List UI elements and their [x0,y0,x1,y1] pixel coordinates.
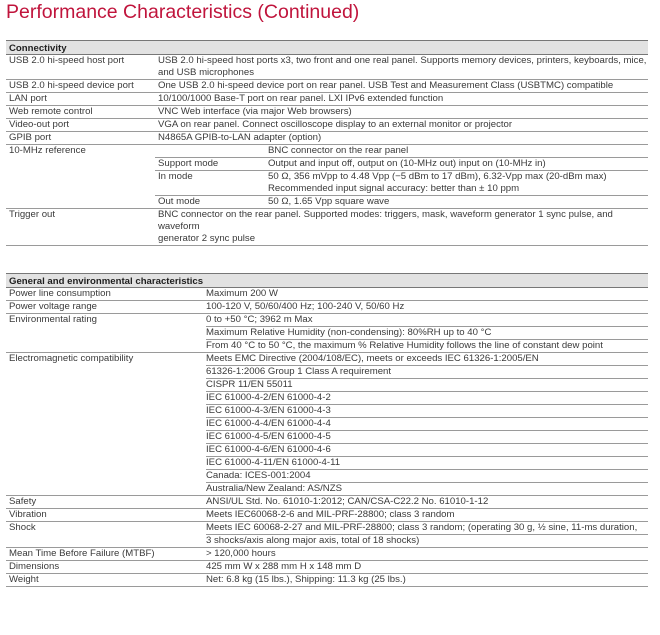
sub-label: In mode [158,171,193,182]
value-line: From 40 °C to 50 °C, the maximum % Relative Humidity follows the line of constant dew point [206,340,603,351]
value-line: Maximum Relative Humidity (non-condensing): 80%RH up to 40 °C [206,327,648,340]
row-value [155,55,648,79]
environment-heading: General and environmental characteristics [6,273,648,288]
value-line: Meets IEC60068-2-6 and MIL-PRF-28800; class 3 random [206,509,455,520]
row-value [203,561,648,573]
table-row [6,561,648,574]
value-line: IEC 61000-4-6/EN 61000-4-6 [206,444,648,457]
value-line: IEC 61000-4-4/EN 61000-4-4 [206,418,648,431]
row-value [203,288,648,300]
table-row [6,93,648,106]
row-label: Safety [9,496,37,507]
value-line: Recommended input signal accuracy: better than ± 10 ppm [268,183,520,194]
table-row [6,209,648,246]
table-row [6,119,648,132]
table-row [6,288,648,301]
row-label: GPIB port [9,132,52,143]
value-line: 0 to +50 °C; 3962 m Max [206,314,648,327]
value-line: BNC connector on the rear panel. Supported modes: triggers, mask, waveform generator 1 sync pulse, and waveform [158,209,613,232]
row-value [155,106,648,118]
row-label: 10-MHz reference [9,145,86,156]
row-label: LAN port [9,93,47,104]
value-line: Meets IEC 60068-2-27 and MIL-PRF-28800; class 3 random; (operating 30 g, ½ sine, 11-ms duration, [206,522,648,535]
row-label: Mean Time Before Failure (MTBF) [9,548,155,559]
table-row [6,80,648,93]
row-label: Vibration [9,509,47,520]
table-row [6,106,648,119]
row-value [155,80,648,92]
row-value [155,209,648,245]
table-row [6,314,648,353]
value-line: Net: 6.8 kg (15 lbs.), Shipping: 11.3 kg (25 lbs.) [206,574,406,585]
value-line: and USB microphones [158,67,254,78]
table-row [6,55,648,80]
sub-value: BNC connector on the rear panel [268,145,409,156]
value-line: ANSI/UL Std. No. 61010-1:2012; CAN/CSA-C22.2 No. 61010-1-12 [206,496,489,507]
table-row [6,548,648,561]
row-label: Power line consumption [9,288,111,299]
value-line: 50 Ω, 356 mVpp to 4.48 Vpp (−5 dBm to 17 dBm), 6.32-Vpp max (20-dBm max) [268,171,607,182]
table-row [6,132,648,145]
row-label: Trigger out [9,209,56,220]
row-label: Video-out port [9,119,70,130]
row-value [203,574,648,586]
value-line: 3 shocks/axis along major axis, total of 18 shocks) [206,535,420,546]
page-title: Performance Characteristics (Continued) [6,1,360,23]
row-value [203,509,648,521]
row-label: Power voltage range [9,301,97,312]
row-value [203,522,648,547]
value-line: USB 2.0 hi-speed host ports x3, two front and one real panel. Supports memory devices, printers, keyboards, mice, [158,55,647,66]
value-line: VNC Web interface (via major Web browsers) [158,106,352,117]
row-label: Environmental rating [9,314,97,325]
table-row [6,574,648,587]
sub-row [155,158,648,171]
environment-table [6,273,648,587]
row-value [203,301,648,313]
value-line: Australia/New Zealand: AS/NZS [206,483,342,494]
value-line: Output and input off, output on (10-MHz out) input on (10-MHz in) [268,158,546,169]
value-line: IEC 61000-4-5/EN 61000-4-5 [206,431,648,444]
sub-row [155,171,648,196]
value-line: One USB 2.0 hi-speed device port on rear panel. USB Test and Measurement Class (USBTMC) compatible [158,80,614,91]
sub-value [265,196,648,208]
value-line: Canada: ICES-001:2004 [206,470,648,483]
value-line: 10/100/1000 Base-T port on rear panel. LXI IPv6 extended function [158,93,444,104]
row-value [203,548,648,560]
sub-label: Support mode [158,158,219,169]
connectivity-table [6,40,648,246]
value-line: Meets EMC Directive (2004/108/EC), meets or exceeds IEC 61326-1:2005/EN [206,353,648,366]
sub-label [155,145,265,157]
value-line: 61326-1:2006 Group 1 Class A requirement [206,366,648,379]
value-line: generator 2 sync pulse [158,233,256,244]
value-line: CISPR 11/EN 55011 [206,379,648,392]
value-line: 50 Ω, 1.65 Vpp square wave [268,196,390,207]
row-value [203,496,648,508]
row-label: Electromagnetic compatibility [9,353,134,364]
sub-value [265,171,648,195]
value-line: IEC 61000-4-2/EN 61000-4-2 [206,392,648,405]
sub-value [265,158,648,170]
row-label: Shock [9,522,36,533]
row-value [155,119,648,131]
row-value [155,93,648,105]
row-label: Web remote control [9,106,93,117]
row-value [155,132,648,144]
value-line: 425 mm W x 288 mm H x 148 mm D [206,561,362,572]
value-line: IEC 61000-4-3/EN 61000-4-3 [206,405,648,418]
value-line: VGA on rear panel. Connect oscilloscope display to an external monitor or projector [158,119,513,130]
table-row [6,145,648,209]
value-line: 100-120 V, 50/60/400 Hz; 100-240 V, 50/60 Hz [206,301,405,312]
connectivity-heading: Connectivity [6,40,648,55]
value-line: > 120,000 hours [206,548,276,559]
row-value [203,314,648,352]
sub-label: Out mode [158,196,201,207]
sub-row [155,145,648,158]
row-label: USB 2.0 hi-speed host port [9,55,125,66]
table-row [6,496,648,509]
sub-row [155,196,648,208]
value-line: IEC 61000-4-11/EN 61000-4-11 [206,457,648,470]
row-label: Weight [9,574,39,585]
table-row [6,301,648,314]
row-value [155,145,648,208]
row-label: USB 2.0 hi-speed device port [9,80,134,91]
value-line: N4865A GPIB-to-LAN adapter (option) [158,132,322,143]
table-row [6,353,648,496]
table-row [6,509,648,522]
table-row [6,522,648,548]
row-value [203,353,648,495]
value-line: Maximum 200 W [206,288,278,299]
row-label: Dimensions [9,561,60,572]
